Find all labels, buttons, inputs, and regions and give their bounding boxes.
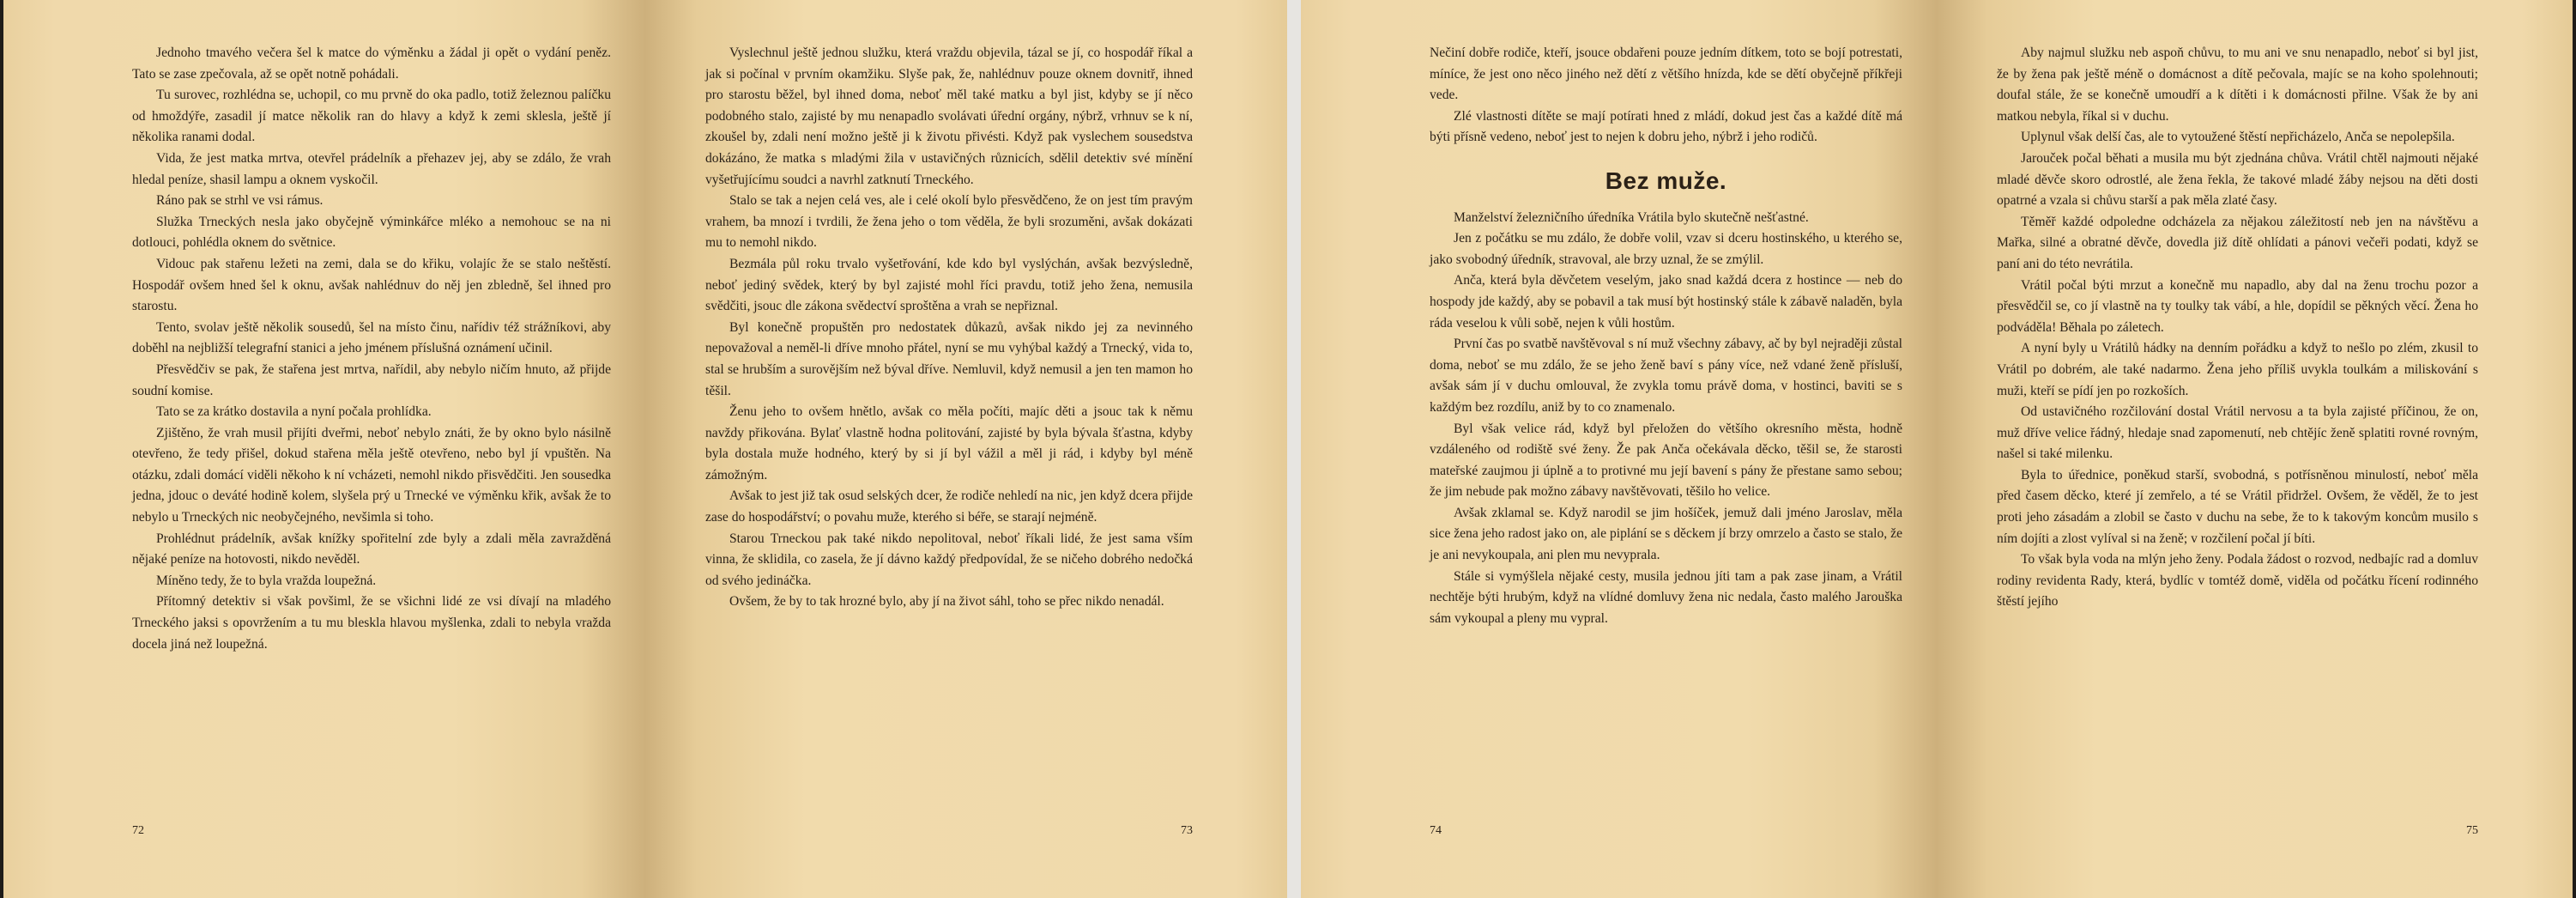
paragraph: Prohlédnut prádelník, avšak knížky spořitelní zde byly a zdali měla zavražděná nějaké peníze na hotovosti, nikdo nevěděl. bbox=[132, 531, 611, 567]
paragraph: Stalo se tak a nejen celá ves, ale i celé okolí bylo přesvědčeno, že on jest tím pravým vrahem, ba mnozí i tvrdili, že žena jeho o tom věděla, že byli srozuměni, avšak dokázati mu to nemohl nikdo. bbox=[705, 193, 1193, 251]
paragraph: A nyní byly u Vrátilů hádky na denním pořádku a když to nešlo po zlém, zkusil to Vrátil po dobrém, ale také nadarmo. Žena jeho příliš uvykla toulkám a miliskování s muži, kteří se pídí jen po rozkoších. bbox=[1997, 341, 2478, 398]
paragraph: Míněno tedy, že to byla vražda loupežná. bbox=[156, 573, 377, 588]
page-number: 75 bbox=[2466, 824, 2478, 837]
paragraph: Služka Trneckých nesla jako obyčejně výminkářce mléko a nemohouc se na ni dotlouci, pohlédla oknem do světnice. bbox=[132, 214, 611, 251]
paragraph: Byl konečně propuštěn pro nedostatek důkazů, avšak nikdo jej za nevinného nepovažoval a neměl-li dříve mnoho přátel, nyní se mu vyhýbal každý a Trnecký, vida to, stal se hrubším a surovějším než býval dříve. Nemluvil, když nemusil a jen ten mamon ho těšil. bbox=[705, 319, 1193, 398]
paragraph: Tu surovec, rozhlédna se, uchopil, co mu prvně do oka padlo, totiž železnou palíčku od hmoždýře, zasadil jí matce několik ran do hlavy a když k zemi sklesla, ještě jí několika ranami dodal. bbox=[132, 88, 611, 145]
paragraph: Zlé vlastnosti dítěte se mají potírati hned z mládí, dokud jest čas a každé dítě má býti přísně vedeno, neboť jest to nejen k dobru jeho, nýbrž i jeho rodičů. bbox=[1430, 108, 1902, 145]
paragraph: Ráno pak se strhl ve vsi rámus. bbox=[156, 193, 324, 209]
paragraph: Stále si vymýšlela nějaké cesty, musila jednou jíti tam a pak zase jinam, a Vrátil nechtěje býti hrubým, když na vlídné domluvy žena nic nedala, často malého Jarouška sám vykoupal a pleny mu vypral. bbox=[1430, 568, 1902, 626]
paragraph: Aby najmul služku neb aspoň chůvu, to mu ani ve snu nenapadlo, neboť si byl jist, že by žena pak ještě méně o domácnost a dítě pečovala, majíc se na koho spolehnouti; doufal stále, že se konečně umoudří a k dítěti i k domácnosti přilne. Však že by ani matkou nebyla, říkal si v duchu. bbox=[1997, 46, 2478, 124]
paragraph: Anča, která byla děvčetem veselým, jako snad každá dcera z hostince — neb do hospody jde každý, aby se pobavil a tak musí být hostinský stále k zábavě naladěn, byla ráda veselou k vůli sobě, nejen k vůli hostům. bbox=[1430, 273, 1902, 331]
page-73 bbox=[645, 0, 1287, 898]
paragraph: Vidouc pak stařenu ležeti na zemi, dala se do křiku, volajíc že se stalo neštěstí. Hospodář ovšem hned šel k oknu, avšak nahlédnuv do něj jen zbledně, šel ihned pro starostu. bbox=[132, 256, 611, 314]
paragraph: První čas po svatbě navštěvoval s ní muž všechny zábavy, ač by byl nejraději zůstal doma, neboť se mu zdálo, že se jeho ženě baví s pány více, než vdané ženě přísluší, avšak sám jí v duchu omlouval, že zvykla tomu právě doma, v hostinci, baviti se s každým bez rozdílu, aniž by to co znamenalo. bbox=[1430, 337, 1902, 415]
paragraph: Přítomný detektiv si však povšiml, že se všichni lidé ze vsi dívají na mladého Trneckého jaksi s opovržením a tu mu bleskla hlavou myšlenka, zdali to nebyla vražda docela jiná než loupežná. bbox=[132, 594, 611, 652]
paragraph: Tento, svolav ještě několik sousedů, šel na místo činu, nařídiv též strážníkovi, aby doběhl na nejbližší telegrafní stanici a jeho jménem příslušná oznámení učinil. bbox=[132, 319, 611, 356]
spread-pages-72-73 bbox=[3, 0, 1287, 898]
paragraph: Nečiní dobře rodiče, kteří, jsouce obdařeni pouze jedním dítkem, toto se bojí potrestati, míníce, že jest ono něco jiného než dětí z většího hnízda, kde se dětí obyčejně příkřeji vede. bbox=[1430, 46, 1902, 103]
paragraph: Od ustavičného rozčilování dostal Vrátil nervosu a ta byla zajisté příčinou, že on, muž dříve velice řádný, hledaje snad zapomenutí, neb chtějíc ženě splatiti rovné rovným, našel si také milenku. bbox=[1997, 404, 2478, 462]
chapter-title: Bez muže. bbox=[1605, 167, 1727, 194]
paragraph: Ovšem, že by to tak hrozné bylo, aby jí na život sáhl, toho se přec nikdo nenadál. bbox=[729, 594, 1164, 610]
page-75 bbox=[1937, 0, 2573, 898]
page-number: 73 bbox=[1181, 824, 1193, 837]
paragraph: Přesvědčiv se pak, že stařena jest mrtva, nařídil, aby nebylo ničím hnuto, až přijde soudní komise. bbox=[132, 361, 611, 398]
paragraph: Manželství železničního úředníka Vrátila bylo skutečně nešťastné. bbox=[1454, 209, 1809, 225]
paragraph: Tato se za krátko dostavila a nyní počala prohlídka. bbox=[156, 404, 432, 420]
paragraph: Jednoho tmavého večera šel k matce do výměnku a žádal ji opět o vydání peněz. Tato se zase zpečovala, až se opět notně pohádali. bbox=[132, 46, 611, 82]
paragraph: Ženu jeho to ovšem hnětlo, avšak co měla počíti, majíc děti a jsouc tak k němu navždy přikována. Bylať vlastně hodna politování, zajisté by byla bývala šťastna, kdyby byla dostala muže hodného, který by si jí byl vážil a měl ji rád, i kdyby byl méně zámožným. bbox=[705, 404, 1193, 482]
paragraph: Vrátil počal býti mrzut a konečně mu napadlo, aby dal na ženu trochu pozor a přesvědčil se, co jí vlastně na ty toulky tak vábí, a hle, dopídil se pěkných věcí. Žena ho podváděla! Běhala po záletech. bbox=[1997, 277, 2478, 335]
paragraph: To však byla voda na mlýn jeho ženy. Podala žádost o rozvod, nedbajíc rad a domluv rodiny revidenta Rady, která, bydlíc v tomtéž domě, viděla od počátku řícení rodinného štěstí jejího bbox=[1997, 552, 2478, 610]
spread-divider bbox=[1287, 0, 1301, 898]
spread-pages-74-75 bbox=[1301, 0, 2573, 898]
paragraph: Byl však velice rád, když byl přeložen do většího okresního města, hodně vzdáleného od rodiště své ženy. Že pak Anča očekávala děcko, těšil se, že starosti mateřské zaujmou ji úplně a to protivné mu její bavení s pány že přestane samo sebou; že jim nebude pak možno zábavy navštěvovati, těšilo ho velice. bbox=[1430, 421, 1902, 500]
paragraph: Vyslechnul ještě jednou služku, která vraždu objevila, tázal se jí, co hospodář říkal a jak si počínal v prvním okamžiku. Slyše pak, že, nahlédnuv pouze oknem dovnitř, ihned pro starostu běžel, byl ihned doma, neboť měl také matku a byl jist, kdyby se jí něco podobného stalo, zajisté by mu nenapadlo svolávati úřední orgány, nýbrž, vrhnuv se k ní, zkoušel by, zdali není možno ještě ji k životu přivésti. Když pak vyslechem sousedstva dokázáno, že matka s mladými žila v ustavičných různicích, sdělil detektiv své mínění vyšetřujícímu soudci a navrhl zatknutí Trneckého. bbox=[705, 46, 1193, 187]
paragraph: Těměř každé odpoledne odcházela za nějakou záležitostí neb jen na návštěvu a Mařka, silné a obratné děvče, dovedla již dítě ohlídati a pánovi večeři podati, když se paní ani do této nevrátila. bbox=[1997, 214, 2478, 271]
page-75-text bbox=[1997, 43, 2478, 613]
page-number: 72 bbox=[132, 824, 144, 837]
page-74 bbox=[1301, 0, 1937, 898]
page-74-text bbox=[1430, 43, 1902, 629]
paragraph: Uplynul však delší čas, ale to vytoužené štěstí nepřicházelo, Anča se nepolepšila. bbox=[2021, 130, 2455, 145]
page-73-text bbox=[705, 43, 1193, 613]
paragraph: Jarouček počal běhati a musila mu být zjednána chůva. Vrátil chtěl najmouti nějaké mladé děvče skoro odrostlé, ale žena řekla, že takové mladé žáby nejsou na děti dosti opatrné a vzala si chůvu starší a pak měla zlaté časy. bbox=[1997, 150, 2478, 209]
paragraph: Starou Trneckou pak také nikdo nepolitoval, neboť říkali lidé, že jest sama vším vinna, že sklidila, co zasela, že jí dávno každý předpovídal, že se ničeho dobrého nedočká od svého jedináčka. bbox=[705, 531, 1193, 588]
paragraph: Avšak zklamal se. Když narodil se jim hošíček, jemuž dali jméno Jaroslav, měla sice žena jeho radost jako on, ale piplání se s děckem jí brzy omrzelo a často se stalo, že je ani nevykoupala, ani plen mu nevyprala. bbox=[1430, 505, 1902, 563]
page-number: 74 bbox=[1430, 824, 1442, 837]
paragraph: Avšak to jest již tak osud selských dcer, že rodiče nehledí na nic, jen když dcera přijde zase do hospodářství; o povahu muže, kterého si béře, se starají nejméně. bbox=[705, 488, 1193, 525]
page-72-text bbox=[132, 43, 611, 655]
paragraph: Jen z počátku se mu zdálo, že dobře volil, vzav si dceru hostinského, u kterého se, jako svobodný úředník, stravoval, ale brzy uznal, že se zmýlil. bbox=[1430, 231, 1902, 267]
paragraph: Bezmála půl roku trvalo vyšetřování, kde kdo byl vyslýchán, avšak bezvýsledně, neboť jediný svědek, který by byl zajisté mohl říci pravdu, totiž jeho žena, nemusila svědčiti, jsouc dle zákona svědectví sproštěna a vrah se nepřiznal. bbox=[705, 256, 1193, 314]
paragraph: Byla to úřednice, poněkud starší, svobodná, s potřísněnou minulostí, neboť měla před časem děcko, které jí zemřelo, a té se Vrátil přidržel. Ovšem, že věděl, že to jest proti jeho zásadám a zlobil se často v duchu na sebe, že to k takovým koncům musilo s ním dojíti a zlost vylíval si na ženě; v rozčilení počal jí bíti. bbox=[1997, 467, 2478, 546]
page-72 bbox=[3, 0, 645, 898]
paragraph: Vida, že jest matka mrtva, otevřel prádelník a přehazev jej, aby se zdálo, že vrah hledal peníze, shasil lampu a oknem vyskočil. bbox=[132, 150, 611, 187]
paragraph: Zjištěno, že vrah musil přijíti dveřmi, neboť nebylo znáti, že by okno bylo násilně otevřeno, že tedy přišel, dokud stařena měla ještě otevřeno, nebo byl jí vpuštěn. Na otázku, zdali domácí viděli někoho k ní vcházeti, nemohl nikdo přisvědčiti. Jen sousedka jedna, jdouc o deváté hodině kolem, slyšela prý u Trnecké ve výměnku křik, avšak že to nebylo u Trneckých nic neobyčejného, nevšimla si toho. bbox=[132, 425, 611, 525]
